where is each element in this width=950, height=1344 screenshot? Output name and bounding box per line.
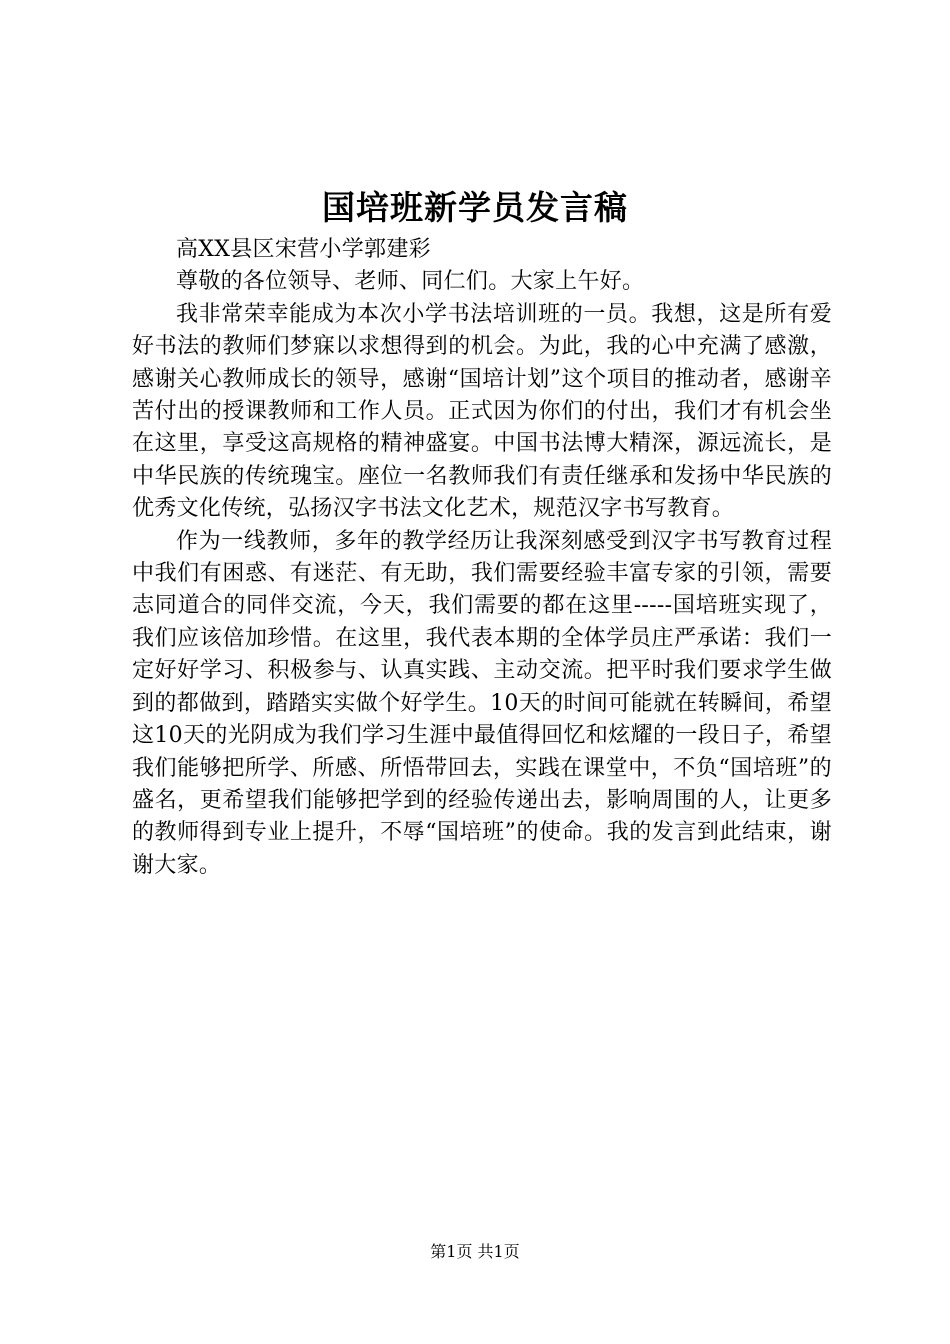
greeting-paragraph: 尊敬的各位领导、老师、同仁们。大家上午好。 (176, 269, 645, 295)
author-line: 高XX县区宋营小学郭建彩 (176, 237, 431, 262)
document-body (132, 234, 832, 882)
page-footer: 第1页 共1页 (430, 1242, 520, 1261)
document-title: 国培班新学员发言稿 (322, 188, 628, 227)
body-paragraph-1: 我非常荣幸能成为本次小学书法培训班的一员。我想，这是所有爱好书法的教师们梦寐以求想得到的机会。为此，我的心中充满了感激，感谢关心教师成长的领导，感谢“国培计划”这个项目的推动者，感谢辛苦付出的授课教师和工作人员。正式因为你们的付出，我们才有机会坐在这里，享受这高规格的精神盛宴。中国书法博大精深，源远流长，是中华民族的传统瑰宝。座位一名教师我们有责任继承和发扬中华民族的优秀文化传统，弘扬汉字书法文化艺术，规范汉字书写教育。 (132, 301, 832, 522)
body-paragraph-2: 作为一线教师，多年的教学经历让我深刻感受到汉字书写教育过程中我们有困惑、有迷茫、有无助，我们需要经验丰富专家的引领，需要志同道合的同伴交流，今天，我们需要的都在这里-----国培班实现了，我们应该倍加珍惜。在这里，我代表本期的全体学员庄严承诺：我们一定好好学习、积极参与、认真实践、主动交流。把平时我们要求学生做到的都做到，踏踏实实做个好学生。10天的时间可能就在转瞬间，希望这10天的光阴成为我们学习生涯中最值得回忆和炫耀的一段日子，希望我们能够把所学、所感、所悟带回去，实践在课堂中，不负“国培班”的盛名，更希望我们能够把学到的经验传递出去，影响周围的人，让更多的教师得到专业上提升，不辱“国培班”的使命。我的发言到此结束，谢谢大家。 (132, 528, 832, 878)
